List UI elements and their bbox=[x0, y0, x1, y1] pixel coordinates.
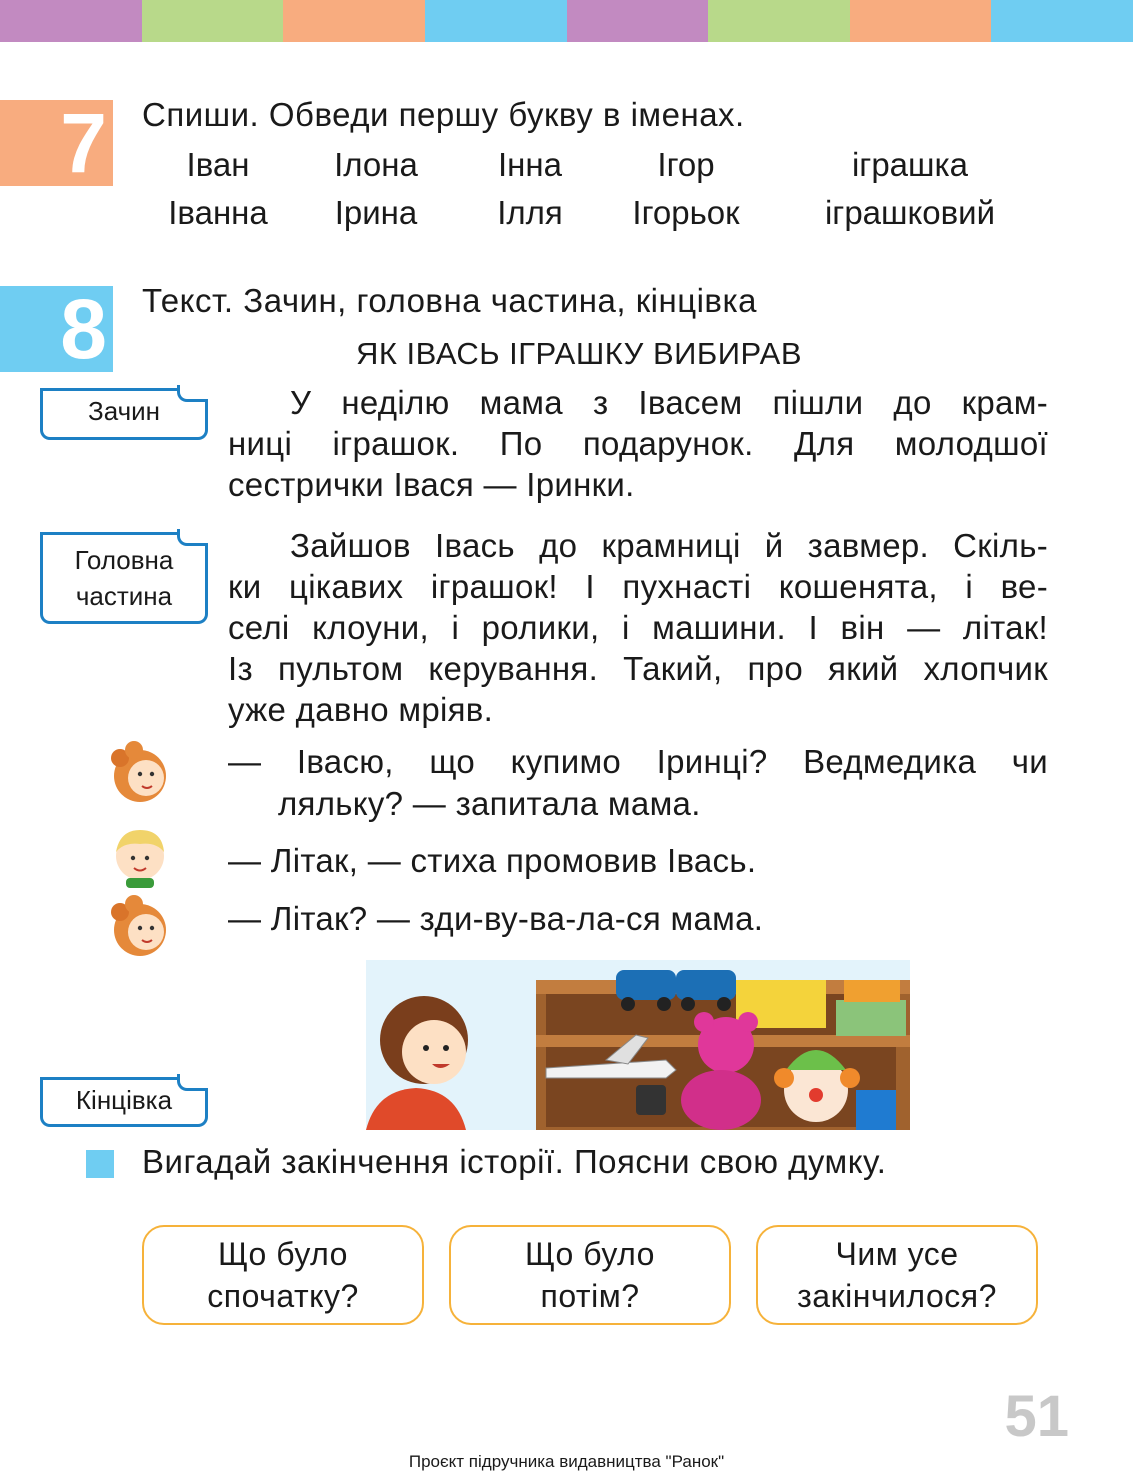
question-line: спочатку? bbox=[207, 1278, 359, 1314]
dialog-text: — Літак? — зди-ву-ва-ла-ся мама. bbox=[228, 900, 764, 937]
stripe bbox=[567, 0, 709, 42]
paragraph-line: У неділю мама з Івасем пішли до крам- bbox=[290, 384, 1048, 421]
question-line: Що було bbox=[218, 1236, 348, 1272]
dialog-text: — Івасю, що купимо Іринці? Ведмедика чи bbox=[228, 743, 1048, 780]
question-box-beginning bbox=[142, 1225, 424, 1325]
dialog-text: ляльку? — запитала мама. bbox=[278, 785, 701, 822]
stripe bbox=[142, 0, 284, 42]
tab-notch bbox=[177, 1074, 208, 1091]
story-paragraph-main bbox=[228, 525, 1048, 730]
task-7-number-badge: 7 bbox=[0, 100, 113, 186]
paragraph-line: селі клоуни, і ролики, і машини. І він — літак! bbox=[228, 609, 1048, 646]
question-box-middle bbox=[449, 1225, 731, 1325]
stripe bbox=[991, 0, 1133, 42]
label-zachyn-text: Зачин bbox=[87, 396, 161, 426]
label-ending-text: Кінцівка bbox=[75, 1085, 173, 1115]
name-cell: іграшковий bbox=[824, 194, 996, 231]
label-ending bbox=[40, 1077, 208, 1127]
label-main-line1: Головна bbox=[74, 545, 174, 575]
tab-notch bbox=[177, 529, 208, 546]
task-7-title: Спиши. Обведи першу букву в іменах. bbox=[142, 96, 745, 133]
name-cell: Ігор bbox=[657, 146, 715, 183]
name-cell: Ілона bbox=[334, 146, 418, 183]
stripe bbox=[425, 0, 567, 42]
name-cell: Ілля bbox=[497, 194, 563, 231]
question-line: закінчилося? bbox=[797, 1278, 997, 1314]
paragraph-line: Зайшов Івась до крамниці й завмер. Скіль- bbox=[290, 527, 1048, 564]
label-main-line2: частина bbox=[75, 581, 173, 611]
task-8-number-badge: 8 bbox=[0, 286, 113, 372]
toy-store-illustration bbox=[366, 960, 910, 1130]
name-cell: Іван bbox=[186, 146, 250, 183]
dialog-text: — Літак, — стиха промовив Івась. bbox=[228, 842, 757, 879]
paragraph-line: ниці іграшок. По подарунок. Для молодшої bbox=[228, 425, 1048, 462]
dialog-line-2 bbox=[228, 840, 1048, 882]
boy-face-icon bbox=[106, 822, 174, 890]
label-zachyn bbox=[40, 388, 208, 440]
stripe bbox=[0, 0, 142, 42]
page-number: 51 bbox=[1004, 1384, 1069, 1449]
dialog-line-3 bbox=[228, 898, 1048, 940]
label-main-part bbox=[40, 532, 208, 624]
dialog-line-1 bbox=[228, 741, 1048, 825]
name-cell: Ігорьок bbox=[632, 194, 740, 231]
question-line: Що було bbox=[525, 1236, 655, 1272]
paragraph-line: сестрички Івася — Іринки. bbox=[228, 466, 635, 503]
paragraph-line: Із пультом керування. Такий, про який хлопчик bbox=[228, 650, 1048, 687]
story-paragraph-intro bbox=[228, 382, 1048, 505]
stripe bbox=[708, 0, 850, 42]
stripe bbox=[850, 0, 992, 42]
footer-publisher: Проєкт підручника видавництва "Ранок" bbox=[408, 1452, 725, 1471]
question-line: потім? bbox=[540, 1278, 640, 1314]
story-title: ЯК ІВАСЬ ІГРАШКУ ВИБИРАВ bbox=[356, 336, 802, 371]
question-box-ending bbox=[756, 1225, 1038, 1325]
square-bullet-icon bbox=[86, 1150, 114, 1178]
stripe bbox=[283, 0, 425, 42]
paragraph-line: ки цікавих іграшок! І пухнасті кошенята, і ве- bbox=[228, 568, 1048, 605]
top-color-stripes bbox=[0, 0, 1133, 42]
name-cell: іграшка bbox=[851, 146, 969, 183]
paragraph-line: уже давно мріяв. bbox=[228, 691, 494, 728]
exercise-instruction: Вигадай закінчення історії. Поясни свою думку. bbox=[142, 1143, 887, 1180]
name-cell: Інна bbox=[498, 146, 562, 183]
name-cell: Ірина bbox=[334, 194, 418, 231]
question-line: Чим усе bbox=[835, 1236, 959, 1272]
tab-notch bbox=[177, 385, 208, 402]
mom-face-icon bbox=[106, 740, 174, 808]
name-cell: Іванна bbox=[168, 194, 268, 231]
task-8-title: Текст. Зачин, головна частина, кінцівка bbox=[142, 282, 757, 319]
mom-face-icon bbox=[106, 894, 174, 962]
